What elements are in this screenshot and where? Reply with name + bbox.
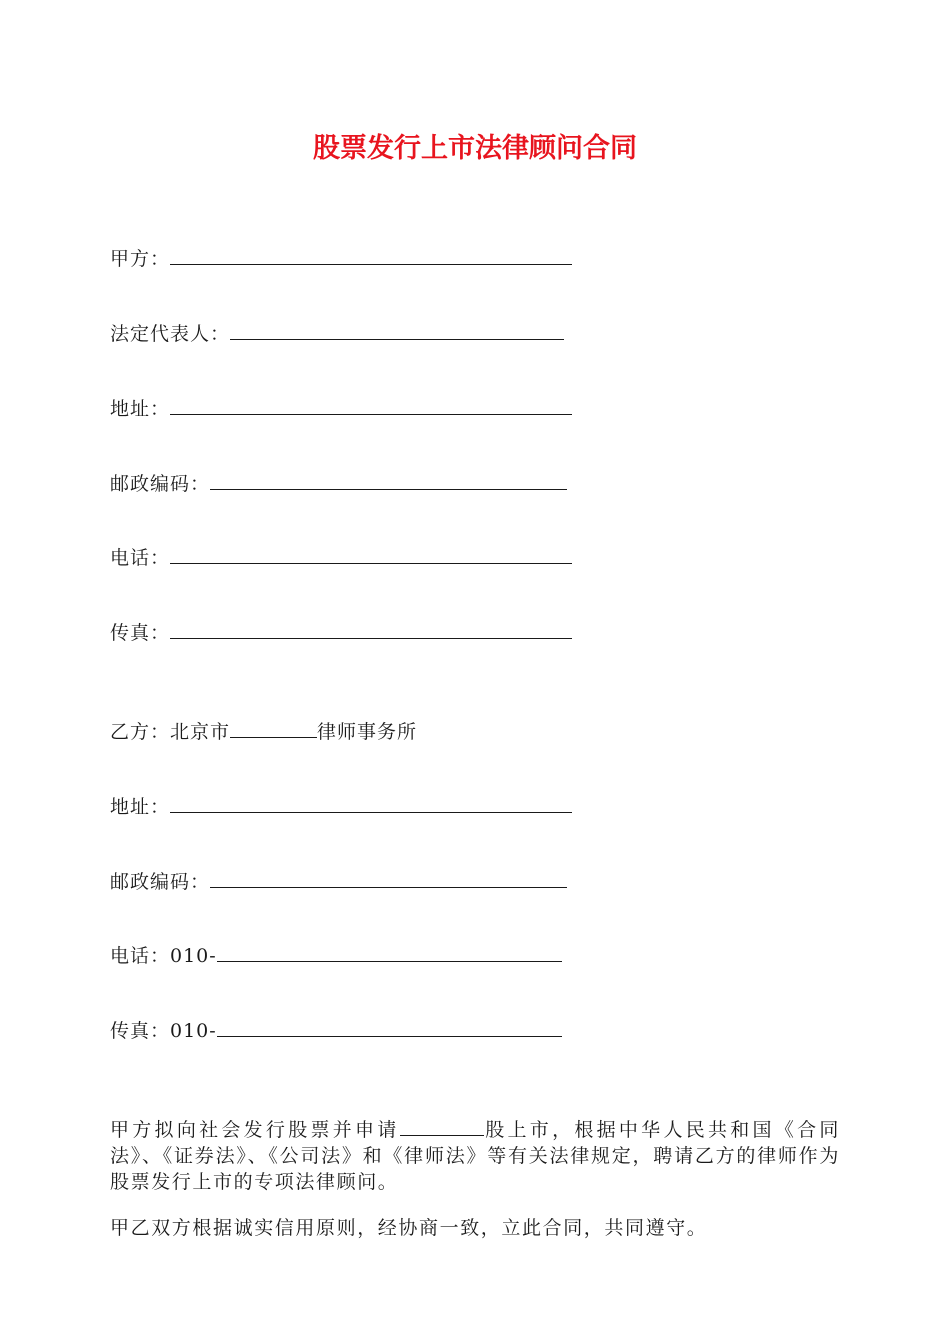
party-b-name-prefix: 乙方：北京市 (110, 721, 231, 743)
party-a-postcode-blank[interactable] (210, 469, 567, 490)
intro-paragraph (110, 1115, 840, 1195)
party-b-phone-label: 电话：010- (110, 945, 217, 967)
party-a-fax-blank[interactable] (170, 618, 572, 639)
party-a-address-field (110, 394, 572, 422)
party-b-address-label: 地址： (110, 796, 171, 818)
party-b-phone-blank[interactable] (217, 941, 562, 962)
party-b-postcode-blank[interactable] (210, 867, 567, 888)
party-b-name-suffix: 律师事务所 (317, 721, 418, 743)
party-b-postcode-field (110, 867, 567, 895)
party-a-postcode-label: 邮政编码： (110, 473, 211, 495)
party-a-address-label: 地址： (110, 398, 171, 420)
party-b-fax-field (110, 1016, 562, 1044)
party-b-fax-blank[interactable] (217, 1016, 562, 1037)
party-a-name-label: 甲方： (110, 248, 171, 270)
document-title: 股票发行上市法律顾问合同 (313, 133, 637, 164)
party-a-rep-label: 法定代表人： (110, 323, 231, 345)
party-a-postcode-field (110, 469, 567, 497)
party-b-postcode-label: 邮政编码： (110, 871, 211, 893)
party-b-name-blank[interactable] (230, 717, 317, 738)
party-b-name-field (110, 717, 417, 745)
intro-paragraph-rest: 股上市，根据中华人民共和国《合同法》、《证券法》、《公司法》和《律师法》等有关法律规定，聘请乙方的律师作为股票发行上市的专项法律顾问。 (110, 1119, 840, 1193)
intro-paragraph-start: 甲方拟向社会发行股票并申请 (110, 1119, 400, 1141)
party-a-rep-blank[interactable] (230, 319, 564, 340)
party-b-phone-field (110, 941, 562, 969)
party-a-rep-field (110, 319, 564, 347)
party-a-fax-label: 传真： (110, 622, 171, 644)
party-a-fax-field (110, 618, 572, 646)
party-a-phone-blank[interactable] (170, 543, 572, 564)
party-a-phone-label: 电话： (110, 547, 171, 569)
party-b-fax-label: 传真：010- (110, 1020, 217, 1042)
party-a-phone-field (110, 543, 572, 571)
party-b-address-field (110, 792, 572, 820)
party-a-name-field (110, 244, 572, 272)
party-b-address-blank[interactable] (170, 792, 572, 813)
agreement-paragraph: 甲乙双方根据诚实信用原则，经协商一致，立此合同，共同遵守。 (110, 1217, 708, 1239)
party-a-address-blank[interactable] (170, 394, 572, 415)
party-a-name-blank[interactable] (170, 244, 572, 265)
share-count-blank[interactable] (400, 1115, 484, 1136)
